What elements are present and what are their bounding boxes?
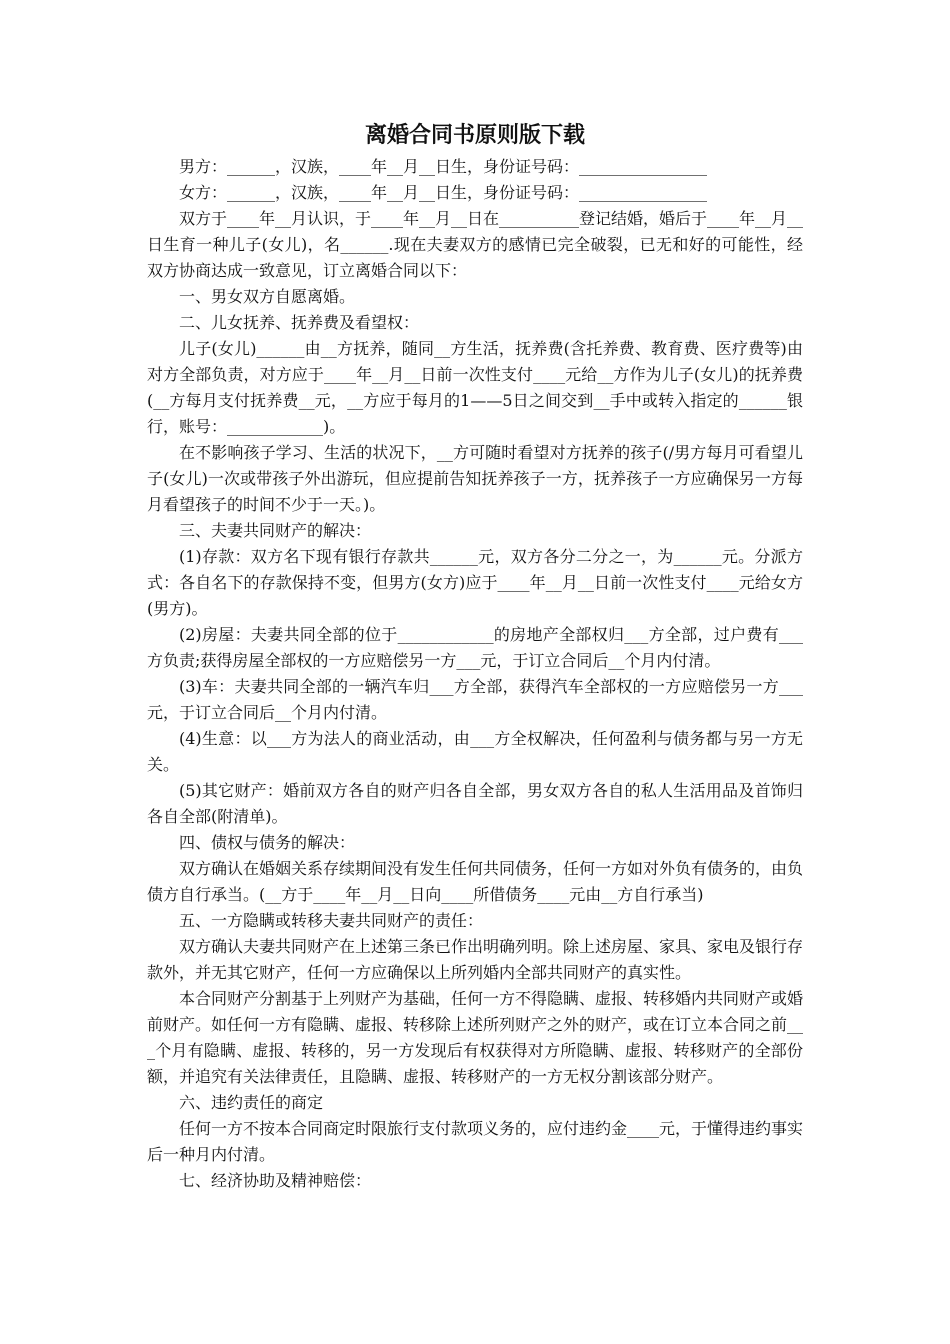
section-heading-6: 六、违约责任的商定 bbox=[179, 1093, 324, 1112]
paragraph-other-property: (5)其它财产：婚前双方各自的财产归各自全部，男女双方各自的私人生活用品及首饰归各自全部(附清单)。 bbox=[147, 781, 803, 826]
paragraph-child-custody: 儿子(女儿)______由__方抚养，随同__方生活，抚养费(含托养费、教育费、医疗费等)由对方全部负责，对方应于____年__月__日前一次性支付____元给__方作为儿子(女儿)的抚养费(__方每月支付抚养费__元，__方应于每月的1——5日之间交到__手中或转入指定的______银行，账号：____________)。 bbox=[147, 339, 803, 436]
paragraph-wife-info: 女方：______，汉族，____年__月__日生，身份证号码：________________ bbox=[179, 183, 708, 202]
paragraph-car: (3)车：夫妻共同全部的一辆汽车归___方全部，获得汽车全部权的一方应赔偿另一方___元，于订立合同后__个月内付清。 bbox=[147, 677, 803, 722]
section-heading-4: 四、债权与债务的解决： bbox=[179, 833, 356, 852]
section-heading-3: 三、夫妻共同财产的解决： bbox=[179, 521, 372, 540]
paragraph-deposits: (1)存款：双方名下现有银行存款共______元，双方各分二分之一，为______元。分派方式：各自名下的存款保持不变，但男方(女方)应于____年__月__日前一次性支付____元给女方(男方)。 bbox=[147, 547, 803, 618]
paragraph-property-concealment: 本合同财产分割基于上列财产为基础，任何一方不得隐瞒、虚报、转移婚内共同财产或婚前财产。如任何一方有隐瞒、虚报、转移除上述所列财产之外的财产，或在订立本合同之前___个月有隐瞒、虚报、转移的，另一方发现后有权获得对方所隐瞒、虚报、转移财产的全部份额，并追究有关法律责任，且隐瞒、虚报、转移财产的一方无权分割该部分财产。 bbox=[147, 989, 804, 1086]
paragraph-business: (4)生意：以___方为法人的商业活动，由___方全权解决，任何盈利与债务都与另一方无关。 bbox=[147, 729, 803, 774]
document-title: 离婚合同书原则版下载 bbox=[364, 122, 585, 148]
section-heading-2: 二、儿女抚养、抚养费及看望权： bbox=[179, 313, 420, 332]
paragraph-husband-info: 男方：______，汉族，____年__月__日生，身份证号码：________________ bbox=[179, 157, 708, 176]
paragraph-marriage-background: 双方于____年__月认识，于____年__月__日在__________登记结婚，婚后于____年__月__日生育一种儿子(女儿)，名______.现在夫妻双方的感情已完全破裂，已无和好的可能性，经双方协商达成一致意见，订立离婚合同以下： bbox=[147, 209, 804, 280]
paragraph-visitation: 在不影响孩子学习、生活的状况下，__方可随时看望对方抚养的孩子(/男方每月可看望儿子(女儿)一次或带孩子外出游玩，但应提前告知抚养孩子一方，抚养孩子一方应确保另一方每月看望孩子的时间不少于一天。)。 bbox=[147, 443, 803, 514]
document-page bbox=[147, 118, 803, 1194]
paragraph-debts: 双方确认在婚姻关系存续期间没有发生任何共同债务，任何一方如对外负有债务的，由负债方自行承当。(__方于____年__月__日向____所借债务____元由__方自行承当) bbox=[147, 859, 804, 904]
paragraph-property-confirmation: 双方确认夫妻共同财产在上述第三条已作出明确列明。除上述房屋、家具、家电及银行存款外，并无其它财产，任何一方应确保以上所列婚内全部共同财产的真实性。 bbox=[147, 937, 804, 982]
paragraph-house: (2)房屋：夫妻共同全部的位于____________的房地产全部权归___方全部，过户费有___方负责;获得房屋全部权的一方应赔偿另一方___元，于订立合同后__个月内付清。 bbox=[147, 625, 803, 670]
section-heading-5: 五、一方隐瞒或转移夫妻共同财产的责任： bbox=[179, 911, 484, 930]
paragraph-breach-liability: 任何一方不按本合同商定时限旅行支付款项义务的，应付违约金____元，于懂得违约事实后一种月内付清。 bbox=[147, 1119, 804, 1164]
section-heading-7: 七、经济协助及精神赔偿： bbox=[179, 1171, 372, 1190]
section-heading-1: 一、男女双方自愿离婚。 bbox=[179, 287, 356, 306]
